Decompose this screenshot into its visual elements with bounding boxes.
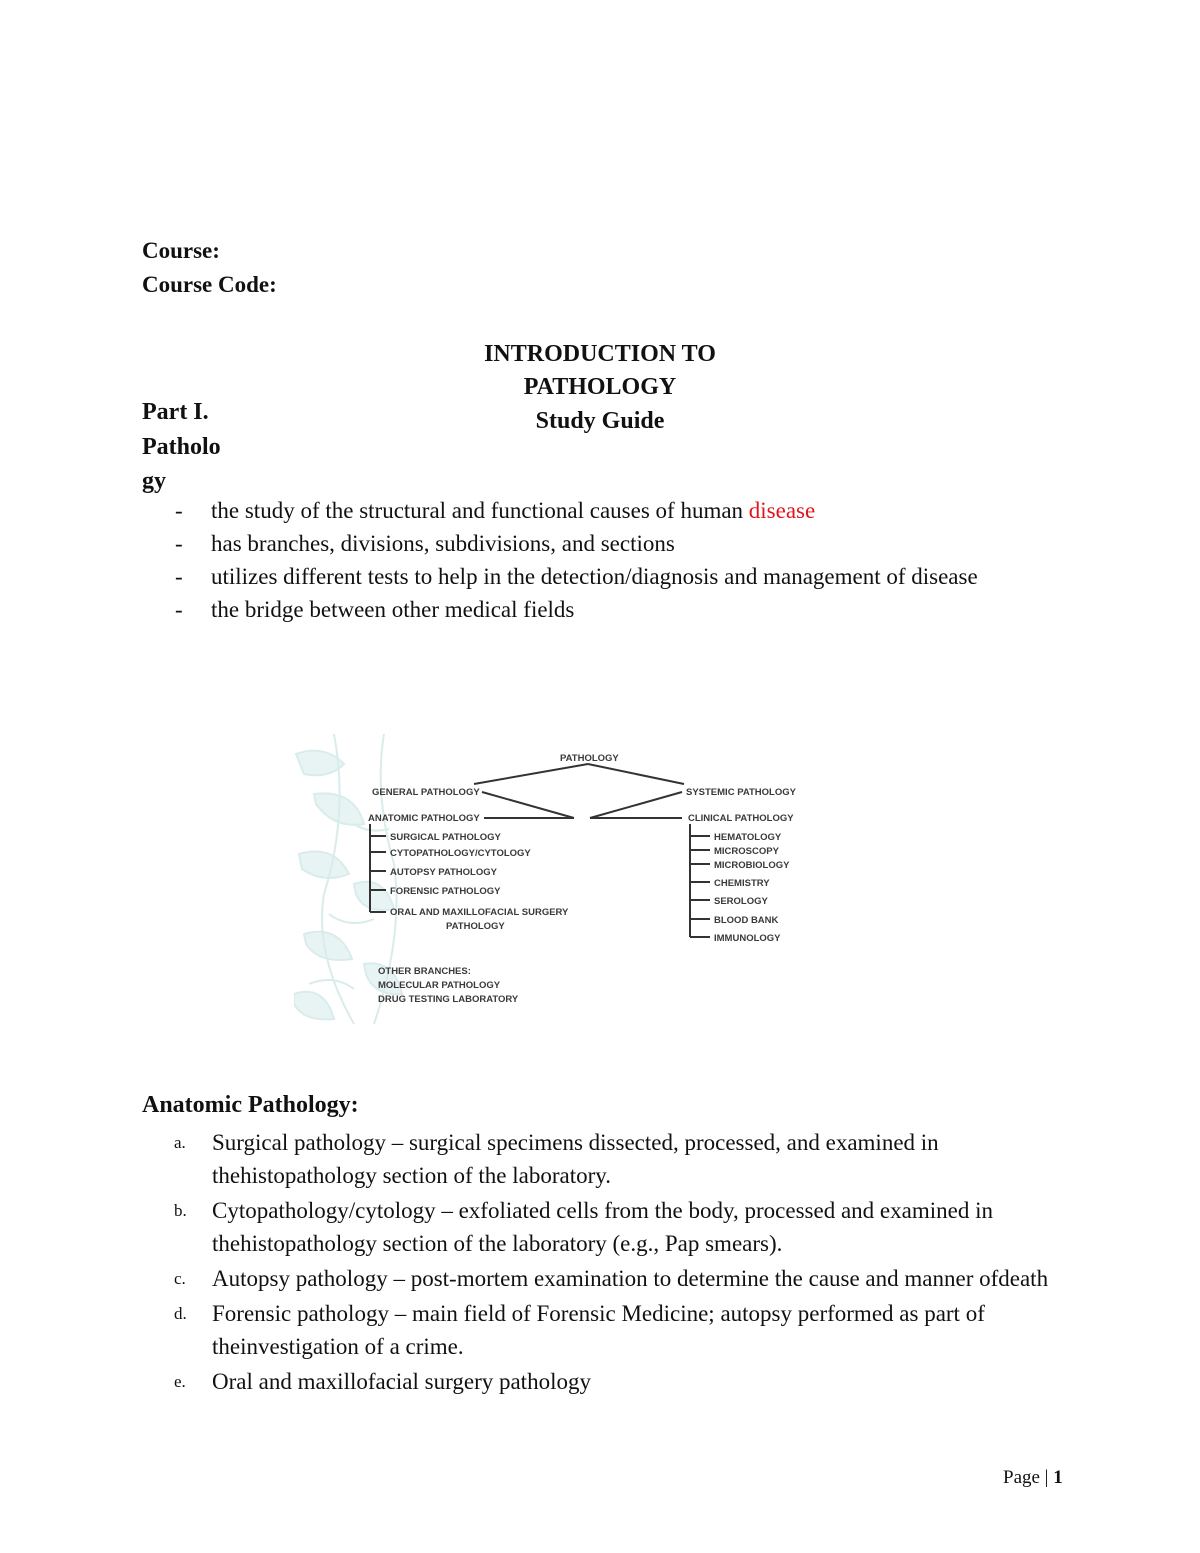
course-label: Course:	[142, 238, 220, 263]
page-footer	[1003, 1467, 1063, 1489]
diagram-clinical-child: BLOOD BANK	[714, 915, 779, 926]
list-marker: c.	[174, 1269, 186, 1288]
list-item	[142, 1365, 1062, 1398]
page-label: Page |	[1003, 1467, 1054, 1488]
diagram-clinical-child: HEMATOLOGY	[714, 832, 782, 843]
definition-list	[175, 494, 1075, 626]
title-line-2: PATHOLOGY	[523, 374, 677, 400]
part-heading-line-2: Patholo	[142, 434, 221, 460]
diagram-anatomic-child: PATHOLOGY	[446, 921, 505, 932]
list-marker: a.	[174, 1133, 186, 1152]
title-line-1: INTRODUCTION TO	[484, 341, 716, 367]
list-item	[175, 593, 1075, 626]
list-marker: d.	[174, 1304, 187, 1323]
list-item	[175, 494, 1075, 527]
bullet-text: has branches, divisions, subdivisions, and sections	[211, 531, 675, 556]
list-marker: b.	[174, 1201, 187, 1220]
diagram-clinical-child: IMMUNOLOGY	[714, 933, 781, 944]
diagram-svg	[294, 734, 902, 1024]
diagram-other-branch-item: DRUG TESTING LABORATORY	[378, 994, 519, 1005]
bullet-text: the study of the structural and functional causes of human	[211, 498, 749, 523]
list-item	[175, 560, 1075, 593]
anatomic-section-heading: Anatomic Pathology:	[142, 1092, 359, 1118]
list-item	[175, 527, 1075, 560]
diagram-systemic-label: SYSTEMIC PATHOLOGY	[686, 787, 796, 798]
highlighted-term: disease	[748, 498, 816, 523]
diagram-clinical-child: SEROLOGY	[714, 896, 768, 907]
list-item	[142, 1126, 1062, 1192]
title-line-3: Study Guide	[535, 408, 665, 434]
diagram-anatomic-child: SURGICAL PATHOLOGY	[390, 832, 501, 843]
diagram-clinical-child: MICROSCOPY	[714, 846, 779, 857]
bullet-text: the bridge between other medical fields	[211, 597, 575, 622]
list-marker: e.	[174, 1372, 186, 1391]
diagram-root-label: PATHOLOGY	[560, 753, 619, 764]
diagram-anatomic-label: ANATOMIC PATHOLOGY	[368, 813, 480, 824]
diagram-clinical-child: MICROBIOLOGY	[714, 860, 790, 871]
bullet-dash: -	[175, 597, 183, 622]
diagram-anatomic-child: ORAL AND MAXILLOFACIAL SURGERY	[390, 907, 569, 918]
course-code-label: Course Code:	[142, 272, 277, 297]
bullet-dash: -	[175, 564, 183, 589]
diagram-anatomic-child: CYTOPATHOLOGY/CYTOLOGY	[390, 848, 531, 859]
bullet-dash: -	[175, 531, 183, 556]
list-item-text: Oral and maxillofacial surgery pathology	[212, 1369, 591, 1394]
diagram-other-branches: OTHER BRANCHES:	[378, 966, 471, 977]
bullet-text: utilizes different tests to help in the detection/diagnosis and management of disease	[211, 564, 978, 589]
bullet-dash: -	[175, 498, 183, 523]
diagram-general-label: GENERAL PATHOLOGY	[372, 787, 480, 798]
page-number: 1	[1053, 1467, 1063, 1488]
anatomic-list	[142, 1126, 1062, 1400]
list-item-text: Autopsy pathology – post-mortem examination to determine the cause and manner ofdeath	[212, 1266, 1049, 1291]
list-item-text: Surgical pathology – surgical specimens dissected, processed, and examined in thehistopathology section of the laboratory.	[212, 1130, 939, 1188]
diagram-anatomic-child: FORENSIC PATHOLOGY	[390, 886, 501, 897]
list-item-text: Forensic pathology – main field of Forensic Medicine; autopsy performed as part of theinvestigation of a crime.	[212, 1301, 985, 1359]
diagram-anatomic-child: AUTOPSY PATHOLOGY	[390, 867, 497, 878]
diagram-clinical-label: CLINICAL PATHOLOGY	[688, 813, 794, 824]
list-item	[142, 1297, 1062, 1363]
diagram-clinical-child: CHEMISTRY	[714, 878, 770, 889]
part-heading-line-3: gy	[142, 468, 166, 494]
diagram-other-branch-item: MOLECULAR PATHOLOGY	[378, 980, 501, 991]
part-heading-line-1: Part I.	[142, 399, 209, 425]
list-item	[142, 1262, 1062, 1295]
pathology-branches-diagram	[294, 734, 902, 1024]
list-item-text: Cytopathology/cytology – exfoliated cells from the body, processed and examined in thehistopathology section of the laboratory (e.g., Pap smears).	[212, 1198, 993, 1256]
list-item	[142, 1194, 1062, 1260]
